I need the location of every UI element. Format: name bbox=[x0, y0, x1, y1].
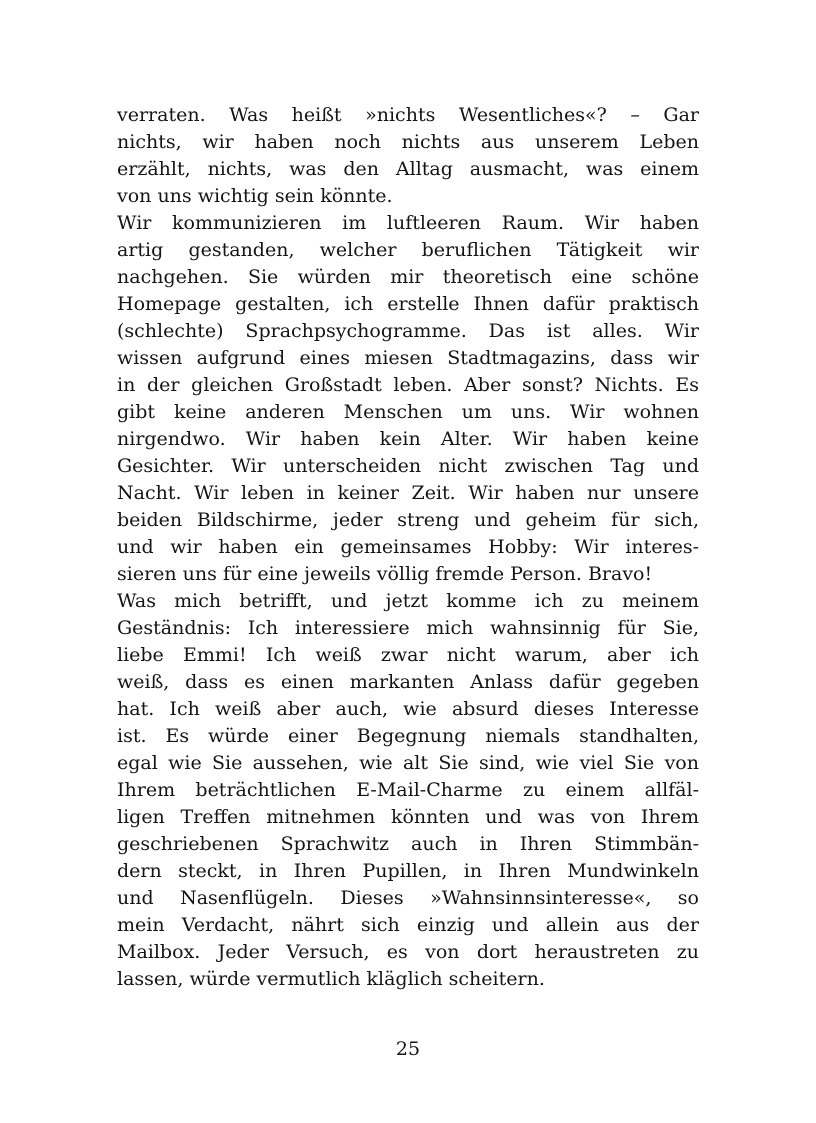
text-line: hat. Ich weiß aber auch, wie absurd dieses Interesse bbox=[117, 698, 699, 720]
text-line: liebe Emmi! Ich weiß zwar nicht warum, aber ich bbox=[117, 644, 699, 666]
text-line: Ihrem beträchtlichen E-Mail-Charme zu einem allfäl- bbox=[117, 779, 699, 801]
text-line: (schlechte) Sprachpsychogramme. Das ist alles. Wir bbox=[117, 320, 699, 342]
paragraph-2 bbox=[117, 210, 699, 588]
text-line: mein Verdacht, nährt sich einzig und allein aus der bbox=[117, 914, 699, 936]
text-line: Gesichter. Wir unterscheiden nicht zwischen Tag und bbox=[117, 455, 699, 477]
paragraph-3 bbox=[117, 588, 699, 993]
text-line: ist. Es würde einer Begegnung niemals standhalten, bbox=[117, 725, 699, 747]
text-line: ligen Treffen mitnehmen könnten und was von Ihrem bbox=[117, 806, 699, 828]
text-line: nichts, wir haben noch nichts aus unserem Leben bbox=[117, 131, 699, 153]
body-text bbox=[117, 102, 699, 993]
text-line: beiden Bildschirme, jeder streng und geheim für sich, bbox=[117, 509, 699, 531]
text-line: egal wie Sie aussehen, wie alt Sie sind, wie viel Sie von bbox=[117, 752, 699, 774]
text-line: Nacht. Wir leben in keiner Zeit. Wir haben nur unsere bbox=[117, 482, 699, 504]
text-line: Mailbox. Jeder Versuch, es von dort heraustreten zu bbox=[117, 941, 699, 963]
text-line: Homepage gestalten, ich erstelle Ihnen dafür praktisch bbox=[117, 293, 699, 315]
text-line: Wir kommunizieren im luftleeren Raum. Wir haben bbox=[117, 212, 699, 234]
page-number: 25 bbox=[395, 1038, 421, 1060]
text-line: sieren uns für eine jeweils völlig fremde Person. Bravo! bbox=[117, 563, 653, 585]
text-line: verraten. Was heißt »nichts Wesentliches«? – Gar bbox=[117, 104, 699, 126]
text-line: gibt keine anderen Menschen um uns. Wir wohnen bbox=[117, 401, 699, 423]
text-line: Was mich betrifft, und jetzt komme ich zu meinem bbox=[117, 590, 699, 612]
text-line: wissen aufgrund eines miesen Stadtmagazins, dass wir bbox=[117, 347, 699, 369]
text-line: dern steckt, in Ihren Pupillen, in Ihren Mundwinkeln bbox=[117, 860, 699, 882]
text-line: nachgehen. Sie würden mir theoretisch eine schöne bbox=[117, 266, 699, 288]
text-line: erzählt, nichts, was den Alltag ausmacht, was einem bbox=[117, 158, 699, 180]
text-line: artig gestanden, welcher beruflichen Tätigkeit wir bbox=[117, 239, 699, 261]
text-line: von uns wichtig sein könnte. bbox=[117, 185, 393, 207]
text-line: Geständnis: Ich interessiere mich wahnsinnig für Sie, bbox=[117, 617, 699, 639]
text-line: lassen, würde vermutlich kläglich scheitern. bbox=[117, 968, 545, 990]
text-line: weiß, dass es einen markanten Anlass dafür gegeben bbox=[117, 671, 699, 693]
text-line: in der gleichen Großstadt leben. Aber sonst? Nichts. Es bbox=[117, 374, 699, 396]
text-line: nirgendwo. Wir haben kein Alter. Wir haben keine bbox=[117, 428, 699, 450]
text-line: geschriebenen Sprachwitz auch in Ihren Stimmbän- bbox=[117, 833, 699, 855]
paragraph-1 bbox=[117, 102, 699, 210]
text-line: und wir haben ein gemeinsames Hobby: Wir interes- bbox=[117, 536, 699, 558]
text-line: und Nasenflügeln. Dieses »Wahnsinnsinteresse«, so bbox=[117, 887, 699, 909]
